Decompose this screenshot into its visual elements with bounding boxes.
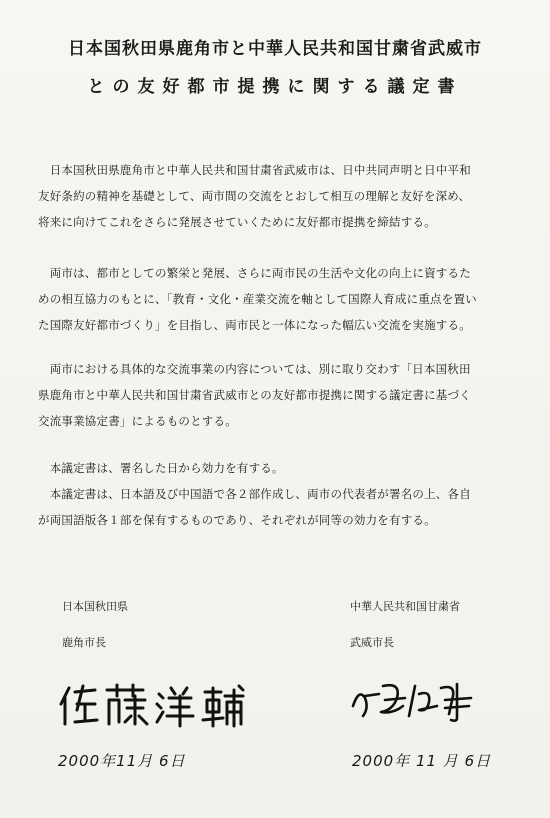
paragraph-line: 両市は、都市としての繁栄と発展、さらに両市民の生活や文化の向上に資するた	[38, 266, 471, 280]
paragraph-line: 県鹿角市と中華人民共和国甘粛省武威市との友好都市提携に関する議定書に基づく	[38, 388, 471, 402]
paragraph-line: 両市における具体的な交流事業の内容については、別に取り交わす「日本国秋田	[38, 362, 471, 376]
left-signatory-role: 鹿角市長	[62, 636, 106, 649]
left-signature-date: 2000年11月 6日	[58, 752, 186, 770]
paragraph-exchange-programs	[38, 356, 520, 434]
paragraph-effect	[38, 455, 520, 533]
paragraph-purpose	[38, 157, 520, 235]
paragraph-line: めの相互協力のもとに、「教育・文化・産業交流を軸として国際人育成に重点を置い	[38, 292, 477, 306]
left-handwritten-signature	[55, 682, 245, 728]
right-handwritten-signature	[345, 676, 495, 722]
paragraph-line: 将来に向けてこれをさらに発展させていくために友好都市提携を締結する。	[38, 215, 436, 229]
paragraph-line: 友好条約の精神を基礎として、両市間の交流をとおして相互の理解と友好を深め、	[38, 189, 471, 203]
right-signature-date: 2000年 11 月 6日	[352, 752, 492, 770]
left-signatory-organization: 日本国秋田県	[62, 600, 128, 613]
paragraph-line: 交流事業協定書」によるものとする。	[38, 414, 237, 428]
paragraph-line: 本議定書は、日本語及び中国語で各２部作成し、両市の代表者が署名の上、各自	[38, 487, 471, 501]
right-signatory-organization: 中華人民共和国甘粛省	[350, 600, 460, 613]
paragraph-line: が両国語版各１部を保有するものであり、それぞれが同等の効力を有する。	[38, 513, 436, 527]
paragraph-line: 本議定書は、署名した日から効力を有する。	[38, 461, 284, 475]
document-title-line2: との友好都市提携に関する議定書	[87, 77, 463, 97]
paragraph-line: 日本国秋田県鹿角市と中華人民共和国甘粛省武威市は、日中共同声明と日中平和	[38, 163, 471, 177]
paragraph-line: た国際友好都市づくり」を目指し、両市民と一体になった幅広い交流を実施する。	[38, 318, 471, 332]
right-signatory-role: 武威市長	[350, 636, 394, 649]
paragraph-cooperation	[38, 260, 520, 338]
document-title-line1: 日本国秋田県鹿角市と中華人民共和国甘粛省武威市	[68, 39, 482, 59]
